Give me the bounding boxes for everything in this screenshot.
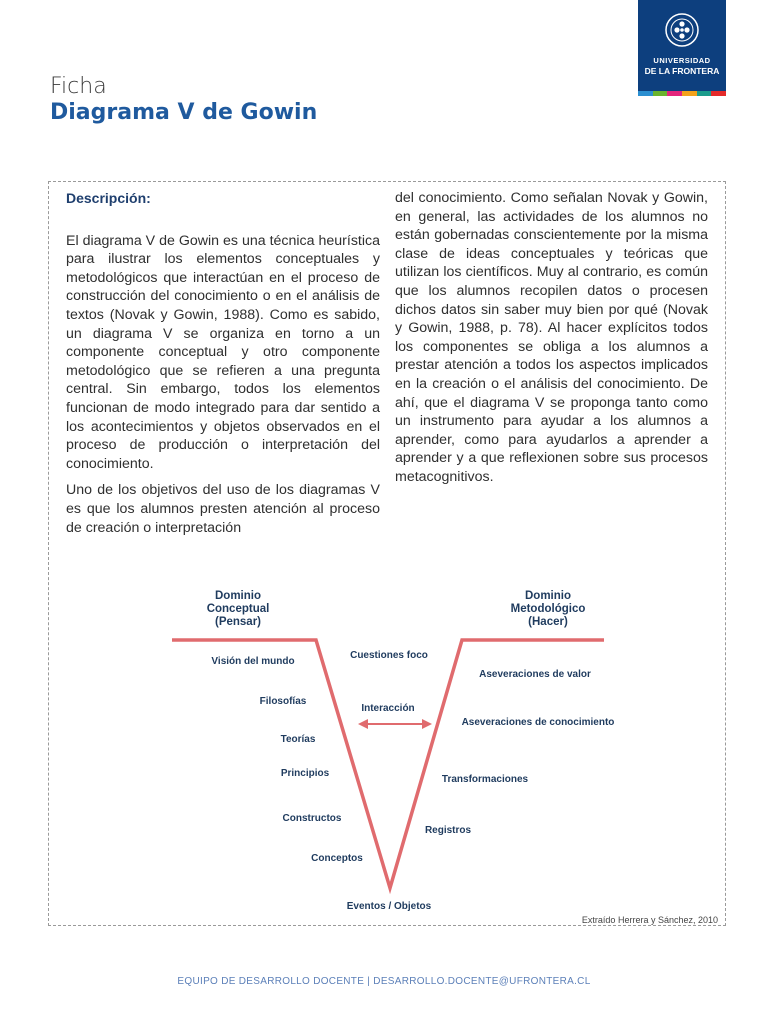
logo-stripe bbox=[653, 91, 668, 96]
focus-questions-label: Cuestiones foco bbox=[350, 650, 428, 661]
right-domain-heading: Dominio bbox=[525, 590, 571, 602]
left-domain-heading: Conceptual bbox=[206, 603, 270, 615]
left-item-label: Teorías bbox=[280, 734, 316, 745]
university-logo bbox=[638, 0, 726, 96]
page-title: Diagrama V de Gowin bbox=[50, 100, 318, 125]
logo-stripe bbox=[711, 91, 726, 96]
left-item-label: Filosofías bbox=[259, 696, 307, 707]
doc-type-label: Ficha bbox=[50, 74, 107, 99]
logo-color-stripes bbox=[638, 91, 726, 96]
left-domain-heading: (Pensar) bbox=[214, 616, 262, 628]
logo-stripe bbox=[697, 91, 712, 96]
events-objects-label: Eventos / Objetos bbox=[346, 901, 432, 912]
arrow-head-left bbox=[358, 719, 368, 729]
page-footer bbox=[0, 976, 768, 987]
arrow-head-right bbox=[422, 719, 432, 729]
source-credit: Extraído Herrera y Sánchez, 2010 bbox=[581, 915, 718, 925]
right-domain-heading: Metodológico bbox=[510, 603, 586, 615]
logo-stripe bbox=[638, 91, 653, 96]
description-column-right bbox=[395, 189, 708, 495]
description-paragraph: Uno de los objetivos del uso de los diagramas V es que los alumnos presten atención al proceso de creación o interpretación bbox=[66, 482, 380, 536]
gowin-v-diagram bbox=[48, 580, 726, 925]
left-item-label: Principios bbox=[280, 768, 330, 779]
logo-stripe bbox=[682, 91, 697, 96]
right-item-label: Aseveraciones de valor bbox=[479, 669, 591, 680]
left-item-label: Visión del mundo bbox=[211, 656, 295, 667]
description-column-left bbox=[66, 189, 380, 545]
university-emblem-icon bbox=[664, 10, 700, 50]
left-item-label: Conceptos bbox=[311, 853, 363, 864]
footer-email-link[interactable]: DESARROLLO.DOCENTE@UFRONTERA.CL bbox=[373, 976, 591, 987]
footer-separator: | bbox=[367, 976, 371, 987]
right-item-label: Registros bbox=[424, 825, 472, 836]
description-paragraph: El diagrama V de Gowin es una técnica heurística para ilustrar los elementos conceptuales y metodológicos que interactúan en el proceso de construcción del conocimiento o en el análisis de textos (Novak y Gowin, 1988). Como es sabido, un diagrama V se organiza en torno a un componente conceptual y otro componente metodológico que se refieren a una pregunta central. Sin embargo, todos los elementos funcionan de modo integrado para dar sentido a los acontecimientos y objetos observados en el proceso de producción o interpretación del conocimiento. bbox=[66, 232, 380, 472]
right-item-label: Transformaciones bbox=[441, 774, 529, 785]
right-item-label: Aseveraciones de conocimiento bbox=[461, 717, 615, 728]
footer-team: EQUIPO DE DESARROLLO DOCENTE bbox=[177, 976, 365, 987]
description-paragraph: del conocimiento. Como señalan Novak y Gowin, en general, las actividades de los alumnos no están gobernadas conscientemente por la misma clase de ideas conceptuales y teóricas que utilizan los científicos. Muy al contrario, es común que los alumnos recopilen datos o procesen dichos datos sin saber muy bien por qué (Novak y Gowin, 1988, p. 78). Al hacer explícitos todos los componentes se obliga a los alumnos a prestar atención a todos los aspectos implicados en la creación o el análisis del conocimiento. De ahí, que el diagrama V se proponga tanto como un instrumento para ayudar a los alumnos a aprender, como para ayudarlos a aprender a aprender y a que reflexionen sobre sus procesos metacognitivos. bbox=[395, 190, 708, 485]
logo-stripe bbox=[667, 91, 682, 96]
logo-line-1: UNIVERSIDAD bbox=[653, 56, 711, 65]
right-domain-heading: (Hacer) bbox=[528, 616, 568, 628]
description-heading: Descripción: bbox=[66, 190, 151, 206]
left-domain-heading: Dominio bbox=[215, 590, 261, 602]
left-item-label: Constructos bbox=[282, 813, 342, 824]
logo-line-2: DE LA FRONTERA bbox=[644, 66, 720, 76]
interaction-label: Interacción bbox=[361, 703, 415, 714]
